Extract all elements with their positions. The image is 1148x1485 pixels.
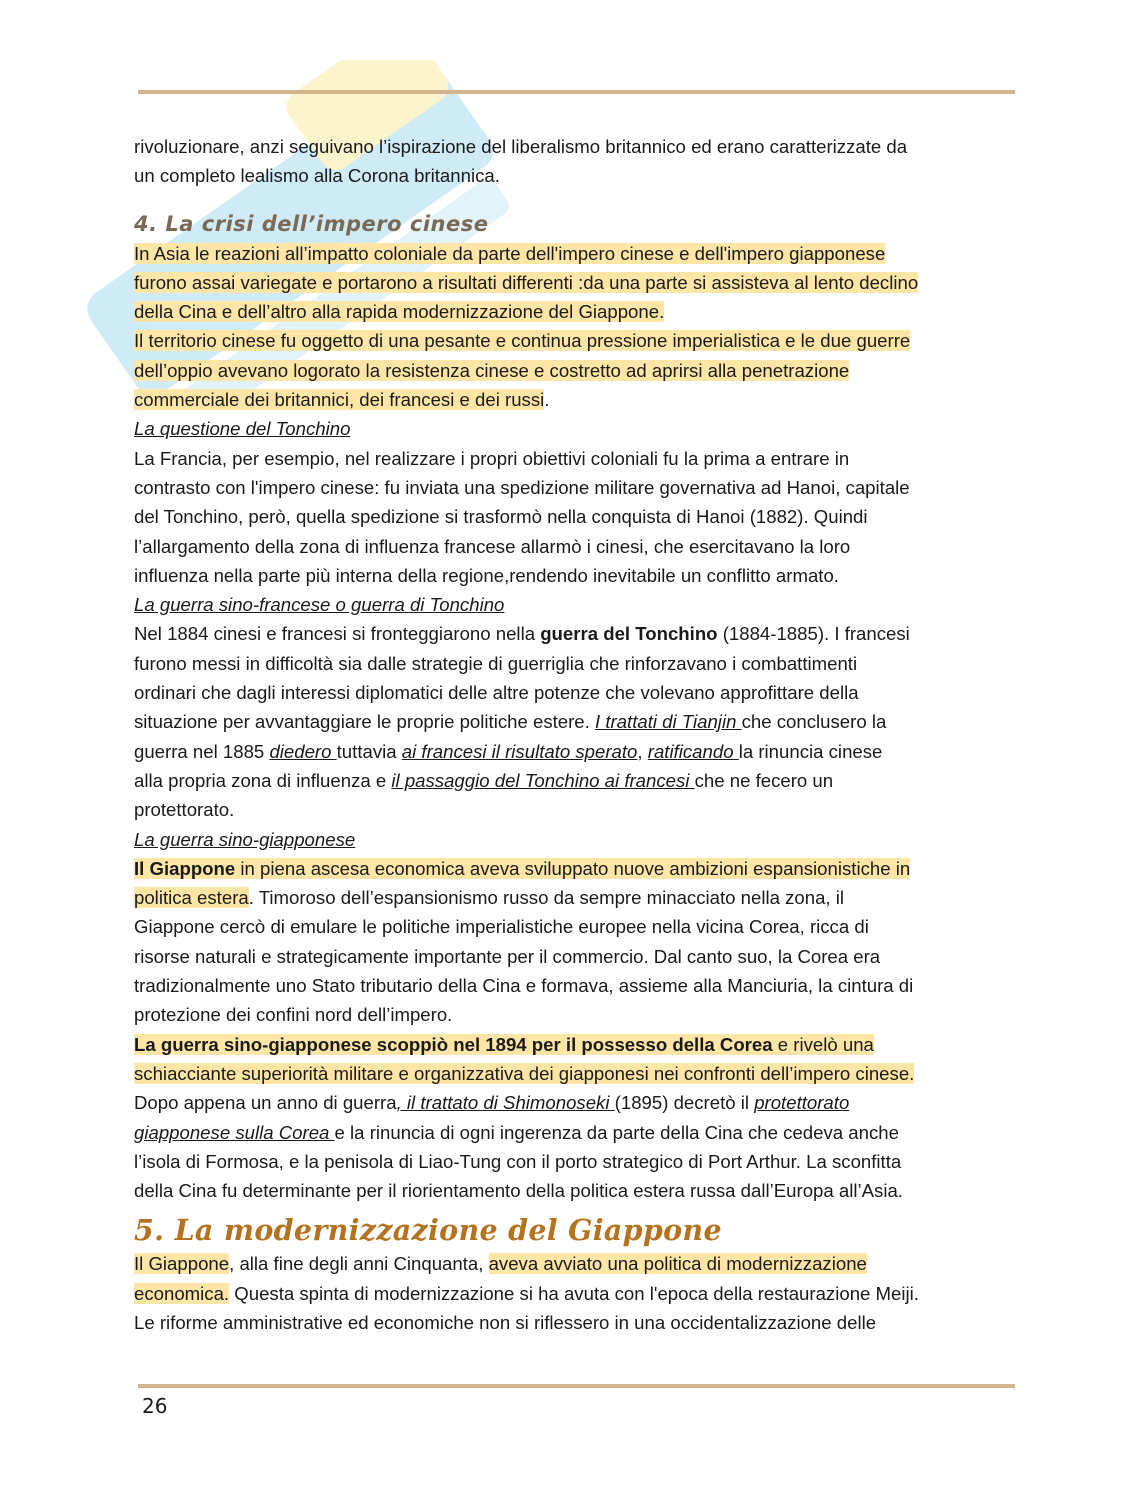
emphasis-term: I trattati di Tianjin — [595, 711, 742, 733]
text-line: furono messi in difficoltà sia dalle strategie di guerriglia che rinforzavano i combattimenti — [134, 652, 858, 674]
bold-term: La guerra sino-giapponese scoppiò nel 1894 per il possesso della Corea — [134, 1033, 773, 1055]
emphasis-term: protettorato — [754, 1092, 850, 1114]
subheading-tonchino: La questione del Tonchino — [134, 418, 351, 440]
section-heading-5: 5. La modernizzazione del Giappone — [134, 1213, 722, 1248]
emphasis-term: giapponese sulla Corea — [134, 1121, 335, 1143]
text-run: tuttavia — [336, 740, 402, 762]
text-line — [134, 1030, 1014, 1059]
text-line: La Francia, per esempio, nel realizzare i propri obiettivi coloniali fu la prima a entrare in — [134, 447, 850, 469]
text-line — [134, 385, 1014, 414]
text-run: (1884-1885). I francesi — [717, 623, 910, 645]
text-line: rivoluzionare, anzi seguivano l’ispirazione del liberalismo britannico ed erano caratterizzate da — [134, 136, 908, 157]
text-line: protettorato. — [134, 799, 235, 821]
text-line — [134, 1088, 1014, 1117]
text-run: guerra nel 1885 — [134, 740, 270, 762]
text-run: . — [544, 389, 550, 411]
highlight: In Asia le reazioni all’impatto coloniale da parte dell'impero cinese e dell'impero giapponese — [134, 242, 886, 264]
text-line — [134, 1279, 1014, 1308]
header-rule — [138, 90, 1015, 94]
text-line: tradizionalmente uno Stato tributario della Cina e formava, assieme alla Manciuria, la cintura di — [134, 975, 914, 997]
text-run: Dopo appena un anno di guerra — [134, 1092, 397, 1114]
text-line — [134, 766, 1014, 795]
highlight: Il Giappone — [134, 1253, 230, 1275]
page-body — [134, 132, 1014, 1337]
text-run: in piena ascesa economica aveva sviluppato nuove ambizioni espansionistiche in — [235, 857, 911, 879]
emphasis-term: ai francesi il risultato sperato — [401, 740, 638, 762]
emphasis-term: ratificando — [647, 740, 739, 762]
text-line: del Tonchino, però, quella spedizione si trasformò nella conquista di Hanoi (1882). Quindi — [134, 506, 868, 528]
footer-rule — [138, 1384, 1015, 1388]
text-run: Nel 1884 cinesi e francesi si fronteggiarono nella — [134, 623, 541, 645]
text-run: e la rinuncia di ogni ingerenza da parte della Cina che cedeva anche — [334, 1121, 899, 1143]
text-line: l’allargamento della zona di influenza francese allarmò i cinesi, che esercitavano la loro — [134, 535, 851, 557]
text-line: protezione dei confini nord dell’impero. — [134, 1004, 453, 1026]
text-line — [134, 619, 1014, 648]
highlight: commerciale dei britannici, dei francesi e dei russi — [134, 389, 545, 411]
text-line — [134, 356, 1014, 385]
text-line — [134, 1059, 1014, 1088]
emphasis-term: , il trattato di Shimonoseki — [396, 1092, 615, 1114]
text-run: la rinuncia cinese — [738, 740, 883, 762]
bold-term: Il Giappone — [134, 857, 236, 879]
text-run: . Timoroso dell’espansionismo russo da sempre minacciato nella zona, il — [248, 887, 845, 909]
text-run: e rivelò una — [772, 1033, 874, 1055]
highlight: schiacciante superiorità militare e organizzativa dei giapponesi nei confronti dell’impero cinese. — [134, 1062, 915, 1084]
highlight — [134, 858, 910, 879]
highlight: dell’oppio avevano logorato la resistenza cinese e costretto ad aprirsi alla penetrazione — [134, 359, 850, 381]
text-run: situazione per avvantaggiare le proprie politiche estere. — [134, 711, 595, 733]
section-heading-4: 4. La crisi dell’impero cinese — [134, 211, 489, 236]
text-line: risorse naturali e strategicamente importante per il commercio. Dal canto suo, la Corea era — [134, 945, 881, 967]
bold-term: guerra del Tonchino — [540, 623, 718, 645]
text-line — [134, 883, 1014, 912]
text-line: un completo lealismo alla Corona britannica. — [134, 165, 500, 187]
emphasis-term: il passaggio del Tonchino ai francesi — [391, 769, 695, 791]
text-line: ordinari che dagli interessi diplomatici delle altre potenze che volevano approfittare della — [134, 682, 859, 704]
text-run: che ne fecero un — [694, 769, 834, 791]
highlight: furono assai variegate e portarono a risultati differenti :da una parte si assisteva al lento declino — [134, 271, 919, 293]
emphasis-term: diedero — [269, 740, 337, 762]
highlight: economica. — [134, 1282, 230, 1304]
text-line: contrasto con l'impero cinese: fu inviata una spedizione militare governativa ad Hanoi, capitale — [134, 476, 910, 498]
highlight: aveva avviato una politica di modernizzazione — [488, 1253, 867, 1275]
highlight: politica estera — [134, 887, 249, 909]
text-line — [134, 268, 1014, 297]
highlight: della Cina e dell’altro alla rapida modernizzazione del Giappone. — [134, 301, 665, 323]
text-run: (1895) decretò il — [614, 1092, 755, 1114]
text-line — [134, 854, 1014, 883]
text-line: Le riforme amministrative ed economiche non si riflessero in una occidentalizzazione delle — [134, 1311, 877, 1333]
highlight — [134, 1034, 874, 1055]
text-line: Giappone cercò di emulare le politiche imperialistiche europee nella vicina Corea, ricca di — [134, 916, 869, 938]
subheading-sino-french-war: La guerra sino-francese o guerra di Tonchino — [134, 594, 505, 616]
text-line — [134, 239, 1014, 268]
text-run: che conclusero la — [741, 711, 887, 733]
text-run: , alla fine degli anni Cinquanta, — [229, 1253, 489, 1275]
text-line — [134, 707, 1014, 736]
text-line — [134, 1249, 1014, 1278]
text-run: Questa spinta di modernizzazione si ha avuta con l'epoca della restaurazione Meiji. — [229, 1282, 919, 1304]
text-line: l’isola di Formosa, e la penisola di Liao-Tung con il porto strategico di Port Arthur. La sconfitta — [134, 1150, 902, 1172]
highlight: Il territorio cinese fu oggetto di una pesante e continua pressione imperialistica e le due guerre — [134, 330, 911, 352]
text-line: influenza nella parte più interna della regione,rendendo inevitabile un conflitto armato. — [134, 564, 839, 586]
text-line — [134, 326, 1014, 355]
page-number: 26 — [142, 1394, 168, 1418]
text-run: , — [637, 740, 648, 762]
text-run: alla propria zona di influenza e — [134, 769, 392, 791]
text-line: della Cina fu determinante per il riorientamento della politica estera russa dall’Europa all’Asia. — [134, 1180, 903, 1202]
text-line — [134, 1118, 1014, 1147]
subheading-sino-japanese-war: La guerra sino-giapponese — [134, 828, 356, 850]
text-line — [134, 737, 1014, 766]
text-line — [134, 297, 1014, 326]
